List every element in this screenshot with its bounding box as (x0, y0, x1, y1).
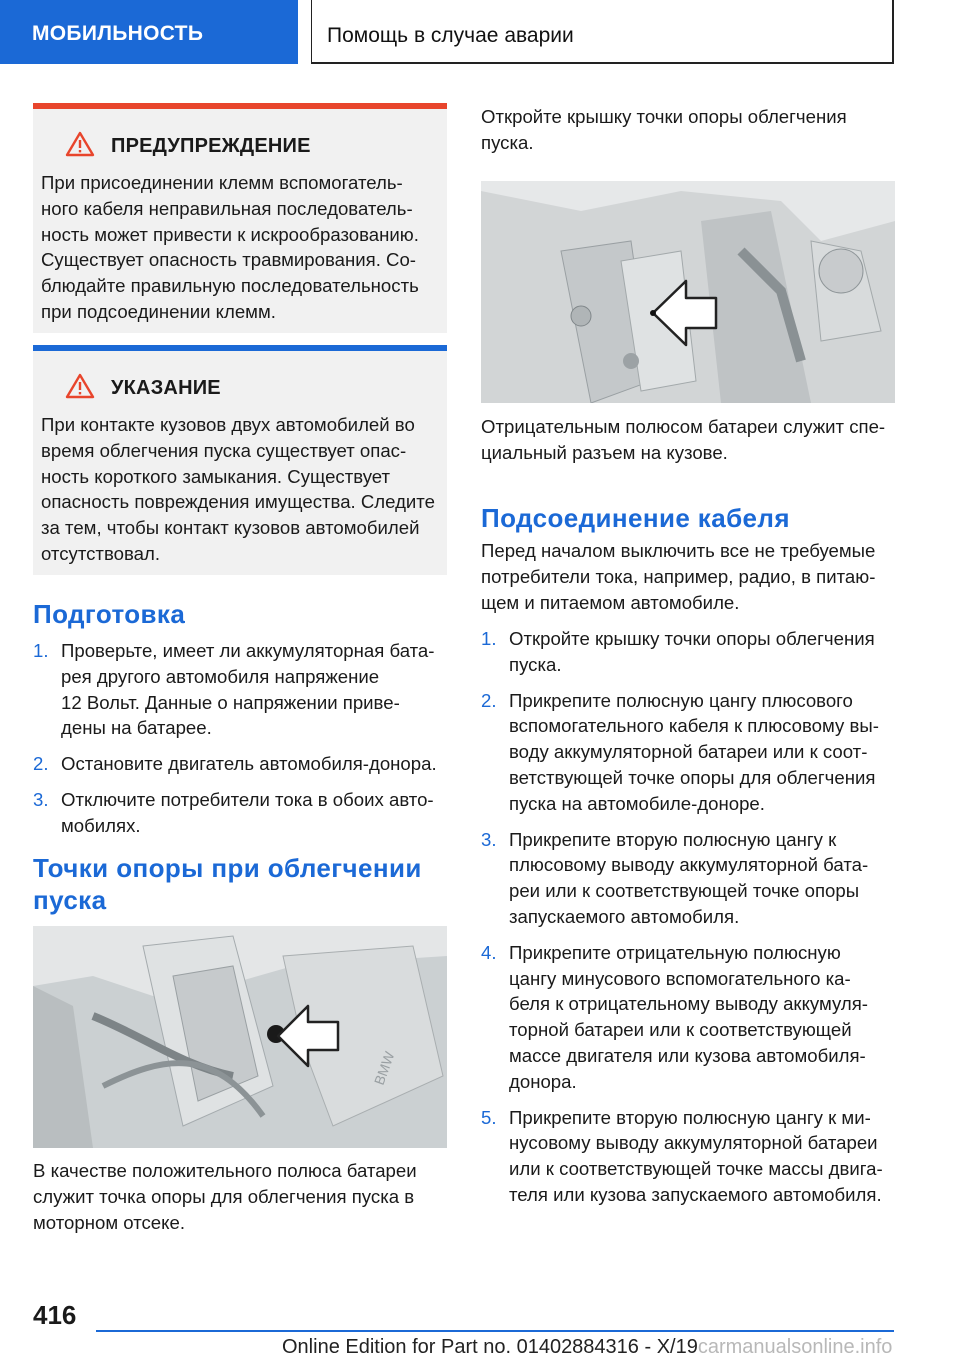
notice-text: При контакте кузовов двух автомобилей во время облегчения пуска существует опас- ность короткого замыкания. Существует опасность повреждения имущества. Следите за тем, чтобы контакт кузовов автомобилей отсутствовал. (41, 414, 435, 564)
points-caption: В качестве положительного полюса батареи служит точка опоры для облегчения пуска в моторном отсеке. (33, 1160, 417, 1233)
svg-text:BMW: BMW (370, 1049, 398, 1088)
prep-list (33, 638, 453, 849)
footer-edition: Online Edition for Part no. 01402884316 - X/19carmanualsonline.info (282, 1336, 893, 1358)
engine-bay-photo (33, 926, 447, 1148)
footer-divider (96, 1330, 894, 1332)
warning-bar (33, 103, 447, 109)
points-heading: Точки опоры при облегчении пуска (33, 853, 422, 915)
list-item: 4. Прикрепите отрицательную полюсную цангу минусового вспомогательного ка- беля к отрицательному выводу аккумуля- торной батареи или к соответствующей массе двигателя или кузова автомобиля- донора. (481, 941, 868, 1092)
warning-box (33, 103, 447, 333)
list-item: 1. Откройте крышку точки опоры облегчения пуска. (481, 628, 875, 675)
right-intro: Откройте крышку точки опоры облегчения пуска. (481, 106, 847, 153)
page-number: 416 (33, 1300, 77, 1330)
notice-title: УКАЗАНИЕ (111, 377, 221, 399)
page-header-title: Помощь в случае аварии (327, 24, 574, 47)
list-item: 3. Отключите потребители тока в обоих авто- мобилях. (33, 788, 434, 836)
page-header-title-box (311, 0, 894, 64)
list-item: 5. Прикрепите вторую полюсную цангу к ми- нусовому выводу аккумуляторной батареи или к соответствующей точке массы двига- теля или кузова запускаемого автомобиля. (481, 1106, 883, 1205)
prep-heading: Подготовка (33, 599, 186, 629)
notice-box (33, 345, 447, 575)
warning-icon (65, 131, 95, 162)
warning-title: ПРЕДУПРЕЖДЕНИЕ (111, 135, 311, 157)
list-item: 2. Остановите двигатель автомобиля-донора. (33, 753, 437, 775)
ground-point-photo (481, 181, 895, 403)
cable-steps-list (481, 626, 901, 1218)
cable-heading: Подсоединение кабеля (481, 503, 790, 533)
footer-watermark: carmanualsonline.info (697, 1336, 893, 1358)
list-item: 1. Проверьте, имеет ли аккумуляторная бата- рея другого автомобиля напряжение 12 Вольт. Данные о напряжении приве- дены на батарее. (33, 640, 435, 739)
section-tab (0, 0, 298, 64)
notice-icon (65, 373, 95, 404)
notice-bar (33, 345, 447, 351)
section-label: МОБИЛЬНОСТЬ (32, 22, 204, 45)
cable-intro: Перед началом выключить все не требуемые потребители тока, например, радио, в питаю- щем и питаемом автомобиле. (481, 540, 876, 613)
list-item: 3. Прикрепите вторую полюсную цангу к плюсовому выводу аккумуляторной бата- реи или к соответствующей точке опоры запускаемого автомобиля. (481, 828, 869, 927)
list-item: 2. Прикрепите полюсную цангу плюсового вспомогательного кабеля к плюсовому вы- воду аккумуляторной батареи или к соот- ветствующей точке опоры для облегчения пуска на автомобиле-доноре. (481, 689, 879, 814)
warning-text: При присоединении клемм вспомогатель- ного кабеля неправильная последователь- ность может привести к искрообразованию. Существует опасность травмирования. Со- блюдайте правильную последовательность при подсоединении клемм. (41, 172, 419, 322)
right-caption: Отрицательным полюсом батареи служит спе- циальный разъем на кузове. (481, 416, 886, 463)
